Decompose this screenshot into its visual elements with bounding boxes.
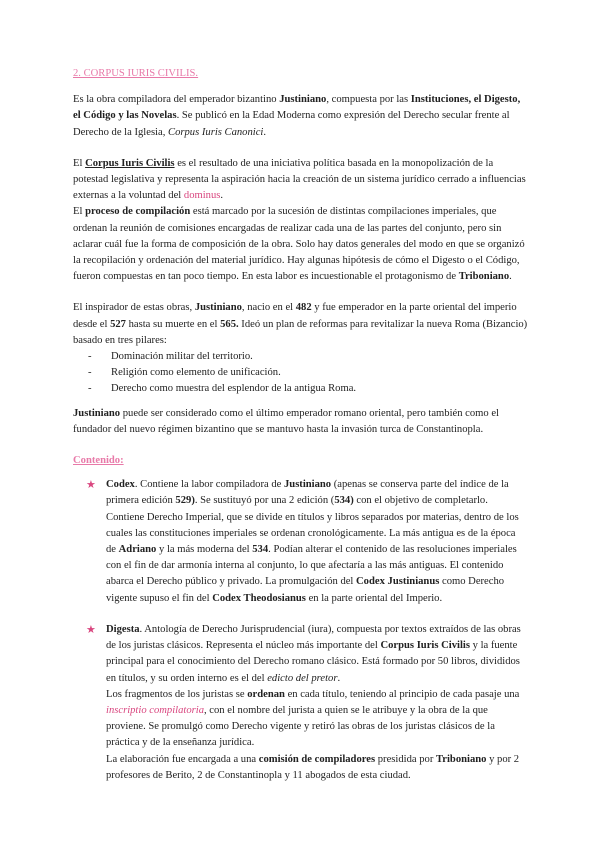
paragraph-corpus: El Corpus Iuris Civilis es el resultado de una iniciativa política basada en la monopolización de la potestad legislativa y representa la aspiración hacia la creación de un sistema jurídico cerrado a influencias externas a la voluntad del dominus. — [73, 157, 526, 202]
contenido-heading: Contenido: — [73, 455, 124, 467]
document-page — [73, 66, 528, 784]
pillars-list — [73, 349, 528, 398]
star-icon: ★ — [86, 479, 96, 492]
paragraph-proceso: El proceso de compilación está marcado por la sucesión de distintas compilaciones imperiales, que ordenan la reunión de comisiones encargadas de realizar cada una de las partes del conjunto, pero sin aclarar cuál fue la forma de composición de la obra. Solo hay datos generales del modo en que se organizó la recopilación y ordenación del material jurídico. Hay algunas hipótesis de cómo el Digesto o el Código, fueron compuestas en tan poco tiempo. En esta labor es incuestionable el protagonismo de Triboniano. — [73, 206, 525, 283]
section-heading: 2. CORPUS IURIS CIVILIS. — [73, 68, 199, 79]
star-icon: ★ — [86, 623, 96, 636]
list-item-codex: ★ Codex. Contiene la labor compiladora de Justiniano (apenas se conserva parte del índice de la primera edición 529). Se sustituyó por una 2 edición (534) con el objetivo de completarlo. Contiene Derecho Imperial, que se divide en títulos y libros separados por materias, dentro de los cuales las constituciones imperiales se ordenan cronológicamente. La más antigua es de la época de Adriano y la más moderna del 534. Podían alterar el contenido de las resoluciones imperiales con el fin de dar armonía interna al conjunto, lo que afectaría a las más antiguas. El contenido abarca el Derecho público y privado. La promulgación del Codex Justinianus como Derecho vigente supuso el fin del Codex Theodosianus en la parte oriental del Imperio. — [86, 479, 519, 604]
list-item-digesta: ★ Digesta. Antología de Derecho Jurisprudencial (iura), compuesta por textos extraídos de las obras de los juristas clásicos. Representa el núcleo más importante del Corpus Iuris Civilis y la fuente principal para el conocimiento del Derecho romano clásico. Está formado por 50 libros, divididos en títulos, y su orden interno es el del edicto del pretor. Los fragmentos de los juristas se ordenan en cada título, teniendo al principio de cada pasaje una inscriptio compilatoria, con el nombre del jurista a quien se le atribuye y la obra de la que proviene. Se promulgó como Derecho vigente y retiró las obras de los juristas clásicos de la práctica y de la enseñanza jurídica. La elaboración fue encargada a una comisión de compiladores presidida por Triboniano y por 2 profesores de Berito, 2 de Constantinopla y 11 abogados de esta ciudad. — [86, 623, 521, 781]
paragraph-justiniano: Justiniano puede ser considerado como el último emperador romano oriental, pero también como el fundador del nuevo régimen bizantino que se mantuvo hasta la invasión turca de Constantinopla. — [73, 407, 500, 435]
paragraph-inspirador: El inspirador de estas obras, Justiniano, nacio en el 482 y fue emperador en la parte oriental del imperio desde el 527 hasta su muerte en el 565. Ideó un plan de reformas para revitalizar la nueva Roma (Bizancio) basado en tres pilares: — [73, 302, 528, 346]
list-item: - Dominación militar del territorio. — [73, 349, 528, 365]
list-item: - Derecho como muestra del esplendor de la antigua Roma. — [73, 381, 528, 397]
paragraph-intro: Es la obra compiladora del emperador bizantino Justiniano, compuesta por las Instituciones, el Digesto, el Código y las Novelas. Se publicó en la Edad Moderna como expresión del Derecho secular frente al Derecho de la Iglesia, Corpus Iuris Canonici. — [73, 94, 521, 138]
list-item: - Religión como elemento de unificación. — [73, 365, 528, 381]
